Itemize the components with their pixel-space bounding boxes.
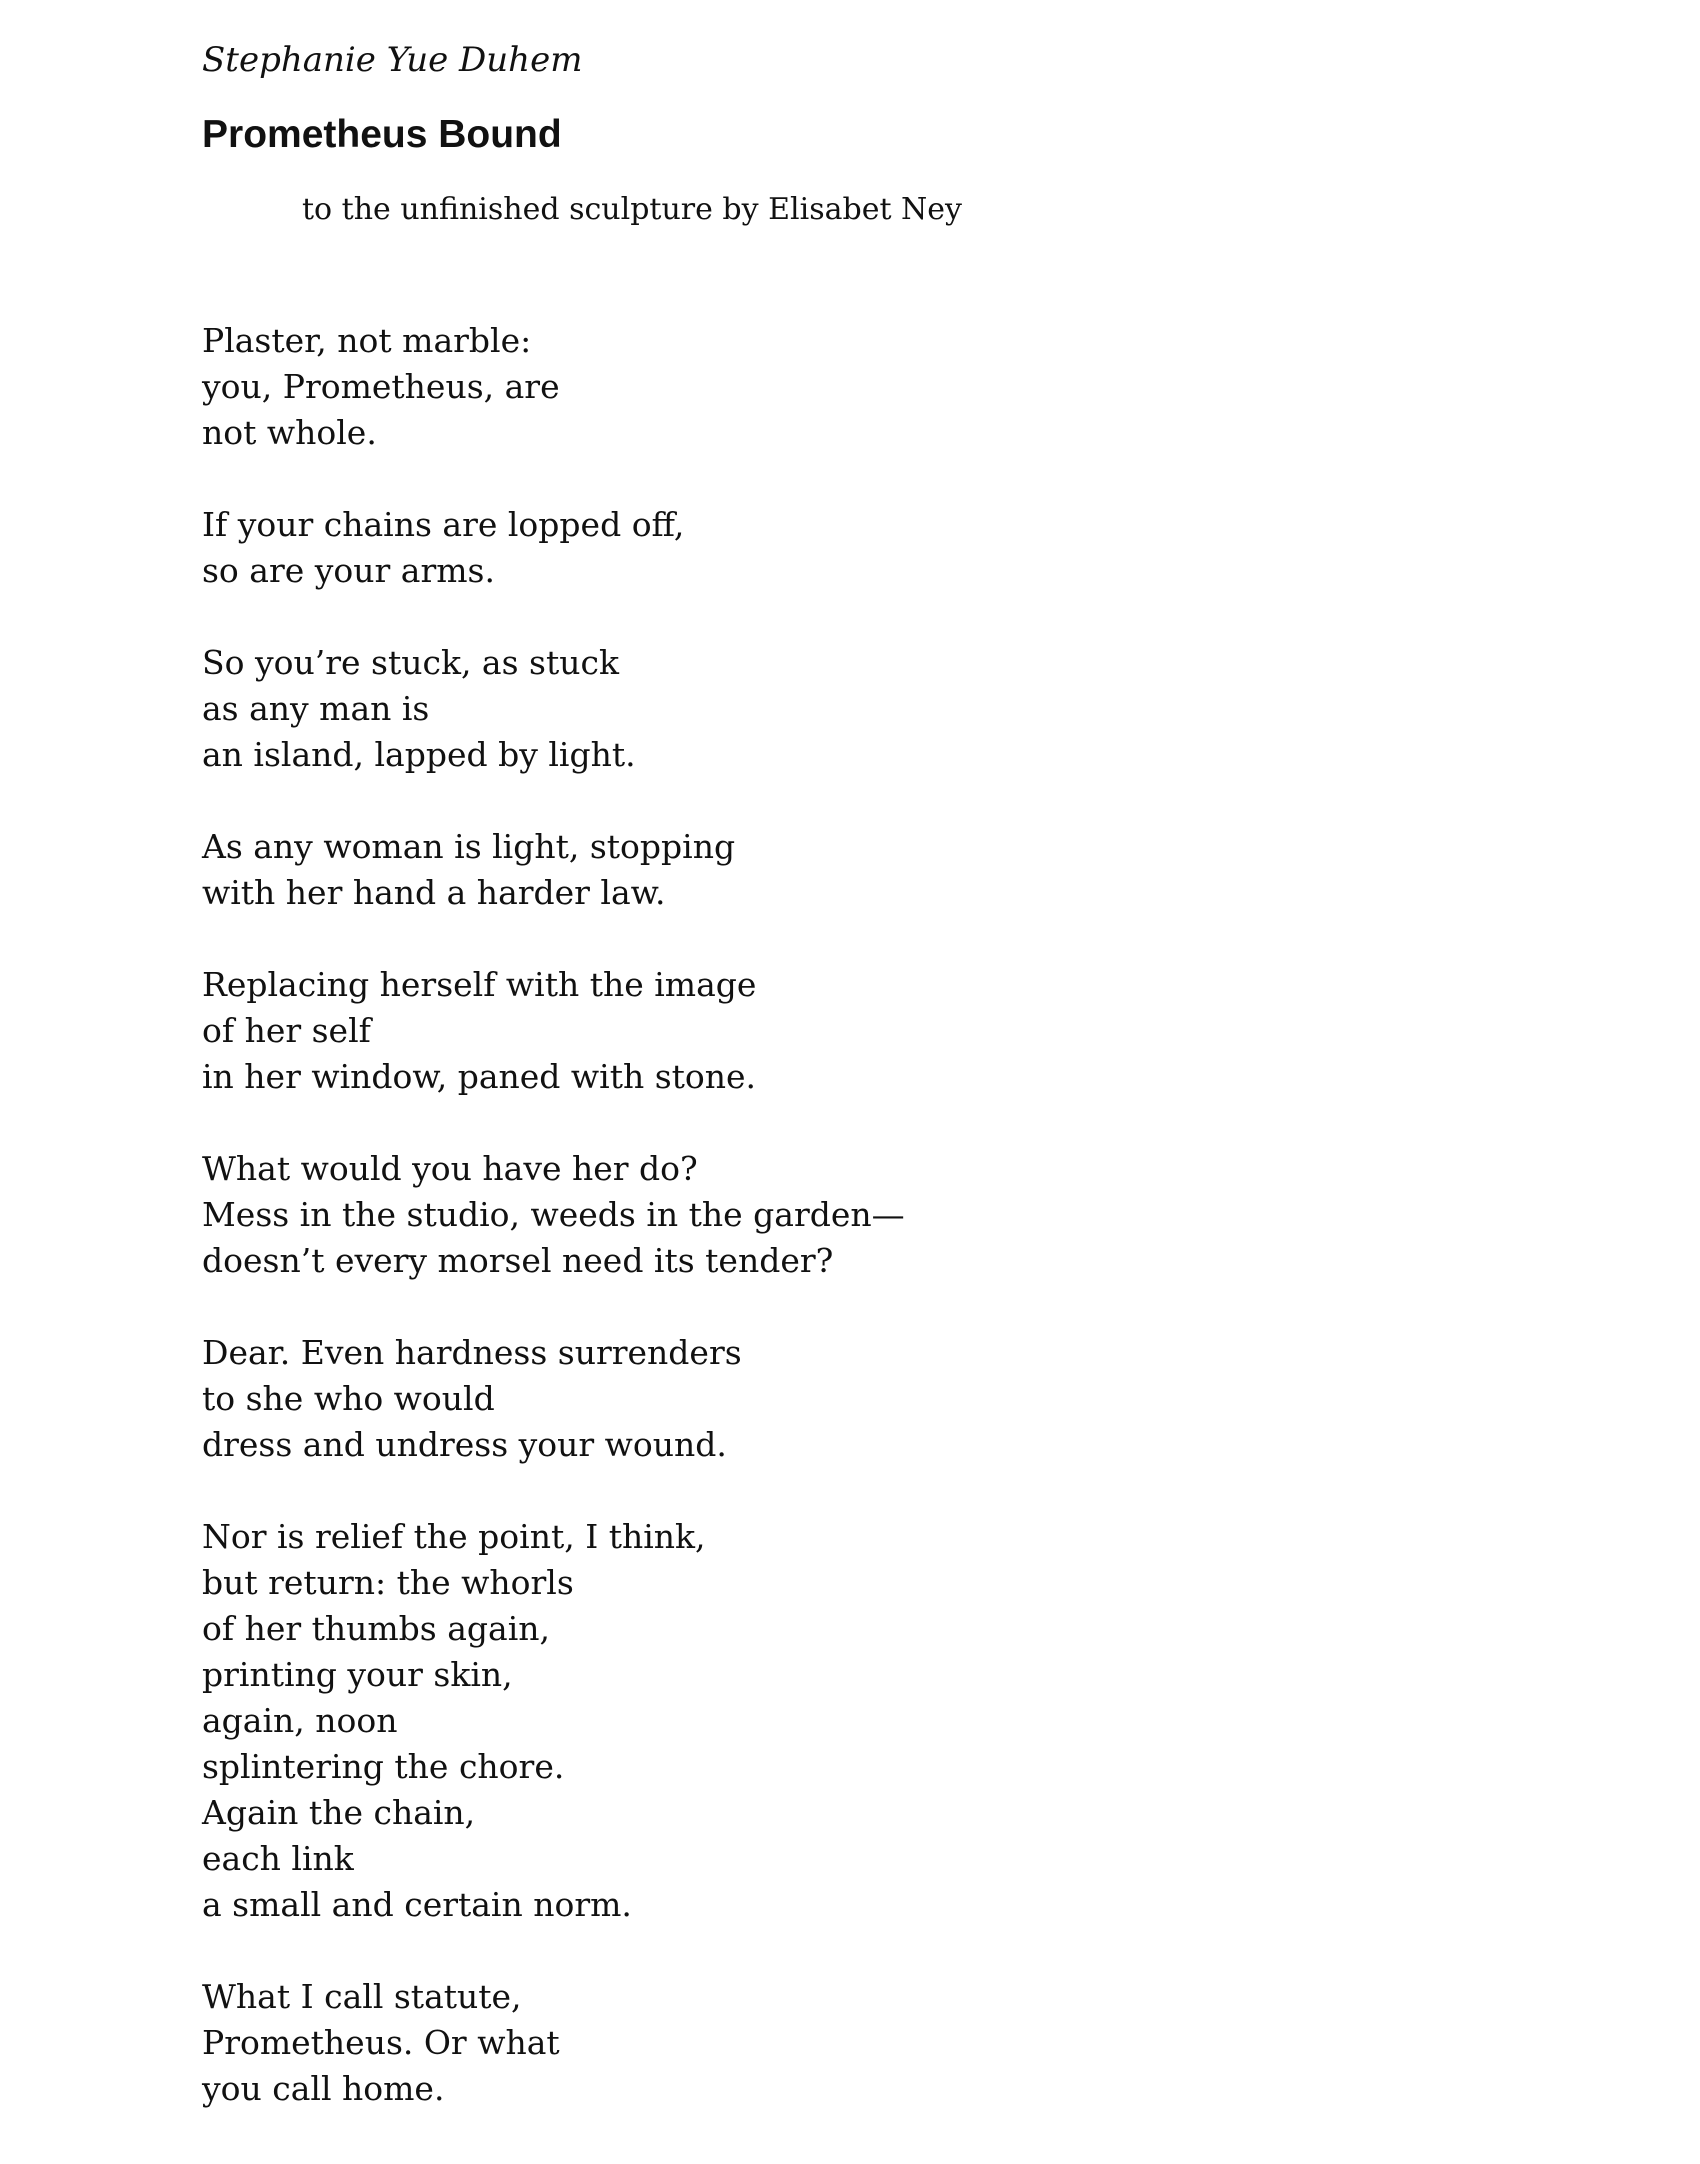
poem-line: each link bbox=[202, 1839, 354, 1878]
poem-line: an island, lapped by light. bbox=[202, 735, 636, 774]
stanza-2 bbox=[202, 502, 905, 594]
stanza-6 bbox=[202, 1146, 905, 1284]
poem-line: printing your skin, bbox=[202, 1655, 513, 1694]
poem-line: again, noon bbox=[202, 1701, 398, 1740]
author-name: Stephanie Yue Duhem bbox=[202, 40, 583, 80]
stanza-4 bbox=[202, 824, 905, 916]
stanza-3 bbox=[202, 640, 905, 778]
poem-line: to she who would bbox=[202, 1379, 495, 1418]
poem-line: you, Prometheus, are bbox=[202, 367, 560, 406]
poem-line: splintering the chore. bbox=[202, 1747, 565, 1786]
poem-line: but return: the whorls bbox=[202, 1563, 574, 1602]
poem-line: doesn’t every morsel need its tender? bbox=[202, 1241, 834, 1280]
poem-line: Plaster, not marble: bbox=[202, 321, 532, 360]
poem-line: Again the chain, bbox=[202, 1793, 476, 1832]
poem-line: Prometheus. Or what bbox=[202, 2023, 560, 2062]
stanza-8 bbox=[202, 1514, 905, 1928]
poem-line: If your chains are lopped off, bbox=[202, 505, 685, 544]
poem-line: so are your arms. bbox=[202, 551, 495, 590]
poem-line: dress and undress your wound. bbox=[202, 1425, 727, 1464]
stanza-9 bbox=[202, 1974, 905, 2112]
poem-line: a small and certain norm. bbox=[202, 1885, 632, 1924]
poem-line: Replacing herself with the image bbox=[202, 965, 757, 1004]
poem-dedication: to the unfinished sculpture by Elisabet Ney bbox=[302, 192, 962, 227]
poem-line: you call home. bbox=[202, 2069, 445, 2108]
poem-line: not whole. bbox=[202, 413, 377, 452]
stanza-7 bbox=[202, 1330, 905, 1468]
poem-body bbox=[202, 318, 905, 2158]
poem-line: of her self bbox=[202, 1011, 371, 1050]
poem-line: in her window, paned with stone. bbox=[202, 1057, 757, 1096]
stanza-1 bbox=[202, 318, 905, 456]
poem-line: Dear. Even hardness surrenders bbox=[202, 1333, 742, 1372]
poem-line: Mess in the studio, weeds in the garden— bbox=[202, 1195, 905, 1234]
poem-line: What would you have her do? bbox=[202, 1149, 698, 1188]
poem-line: What I call statute, bbox=[202, 1977, 522, 2016]
poem-title: Prometheus Bound bbox=[202, 113, 562, 156]
poem-line: of her thumbs again, bbox=[202, 1609, 550, 1648]
poem-line: with her hand a harder law. bbox=[202, 873, 666, 912]
poem-line: So you’re stuck, as stuck bbox=[202, 643, 619, 682]
poem-line: as any man is bbox=[202, 689, 430, 728]
poem-line: As any woman is light, stopping bbox=[202, 827, 736, 866]
poem-line: Nor is relief the point, I think, bbox=[202, 1517, 706, 1556]
stanza-5 bbox=[202, 962, 905, 1100]
